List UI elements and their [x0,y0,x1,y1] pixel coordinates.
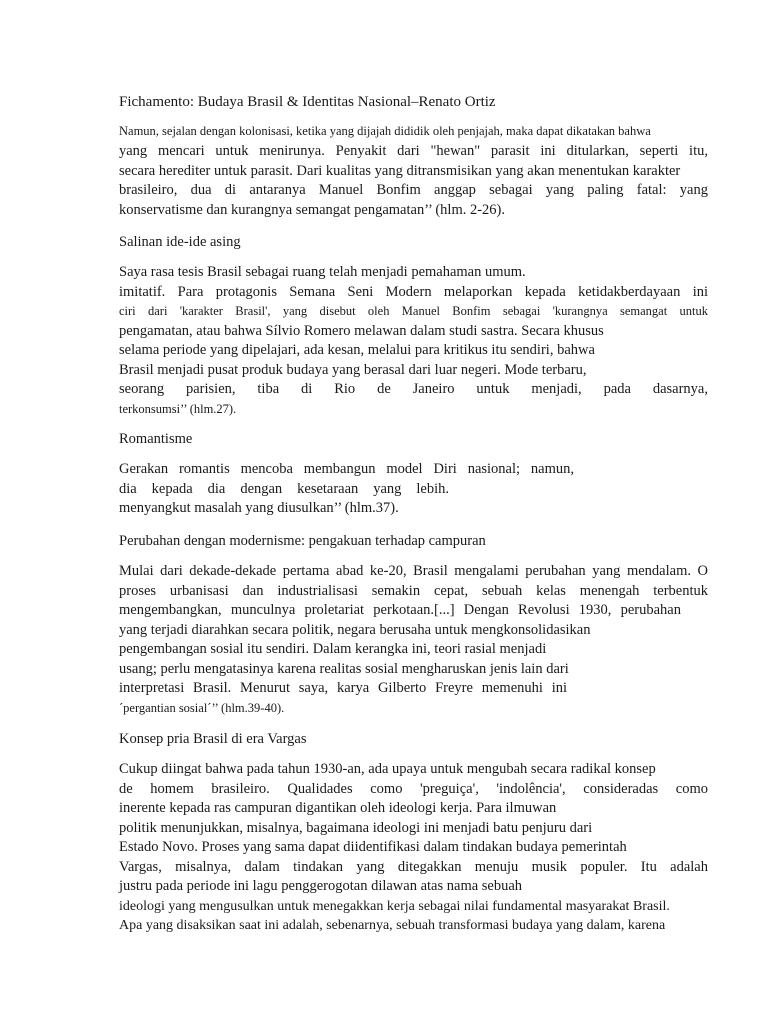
paragraph-line: dia kepada dia dengan kesetaraan yang lebih. [119,480,449,497]
paragraph-line: Apa yang disaksikan saat ini adalah, sebenarnya, sebuah transformasi budaya yang dalam, karena [119,918,666,933]
intro-paragraph [119,122,708,220]
section-paragraph [119,562,708,718]
paragraph-line: brasileiro, dua di antaranya Manuel Bonfim anggap sebagai yang paling fatal: yang [119,182,708,198]
paragraph-line: mengembangkan, munculnya proletariat perkotaan.[...] Dengan Revolusi 1930, perubahan [119,602,681,618]
paragraph-line: justru pada periode ini lagu penggerogotan dilawan atas nama sebuah [119,878,523,894]
section-heading: Romantisme [119,431,193,447]
paragraph-line: pengembangan sosial itu sendiri. Dalam kerangka ini, teori rasial menjadi [119,641,547,657]
paragraph-line: usang; perlu mengatasinya karena realitas sosial mengharuskan jenis lain dari [119,660,569,677]
section-heading: Salinan ide-ide asing [119,234,241,250]
paragraph-line: konservatisme dan kurangnya semangat pengamatan’’ (hlm. 2-26). [119,201,505,218]
paragraph-line: terkonsumsi’’ (hlm.27). [119,401,237,416]
section-paragraph [119,460,574,519]
paragraph-line: Namun, sejalan dengan kolonisasi, ketika yang dijajah dididik oleh penjajah, maka dapat dikatakan bahwa [119,124,651,138]
paragraph-line: selama periode yang dipelajari, ada kesan, melalui para kritikus itu sendiri, bahwa [119,342,595,358]
paragraph-line: politik menunjukkan, misalnya, bagaimana ideologi ini menjadi batu penjuru dari [119,819,593,836]
paragraph-line: inerente kepada ras campuran digantikan oleh ideologi kerja. Para ilmuwan [119,800,557,816]
paragraph-line: Vargas, misalnya, dalam tindakan yang ditegakkan menuju musik populer. Itu adalah [119,858,708,875]
paragraph-line: menyangkut masalah yang diusulkan’’ (hlm.37). [119,500,399,516]
section-paragraph [119,263,708,419]
paragraph-line: pengamatan, atau bahwa Sílvio Romero melawan dalam studi sastra. Secara khusus [119,322,604,339]
section-heading: Perubahan dengan modernisme: pengakuan terhadap campuran [119,533,486,549]
paragraph-line: Estado Novo. Proses yang sama dapat diidentifikasi dalam tindakan budaya pemerintah [119,839,627,855]
paragraph-line: Brasil menjadi pusat produk budaya yang berasal dari luar negeri. Mode terbaru, [119,361,587,378]
paragraph-line: proses urbanisasi dan industrialisasi semakin cepat, sebuah kelas menengah terbentuk [119,582,708,599]
paragraph-line: secara herediter untuk parasit. Dari kualitas yang ditransmisikan yang akan menentukan karakter [119,162,681,179]
paragraph-line: yang terjadi diarahkan secara politik, negara berusaha untuk mengkonsolidasikan [119,621,591,638]
document-title: Fichamento: Budaya Brasil & Identitas Nasional–Renato Ortiz [119,94,496,110]
paragraph-line: Mulai dari dekade-dekade pertama abad ke-20, Brasil mengalami perubahan yang mendalam. O [119,563,708,579]
paragraph-line: seorang parisien, tiba di Rio de Janeiro untuk menjadi, pada dasarnya, [119,381,708,397]
paragraph-line: Gerakan romantis mencoba membangun model Diri nasional; namun, [119,461,574,477]
paragraph-line: ´pergantian sosial´’’ (hlm.39-40). [119,700,285,715]
paragraph-line: ideologi yang mengusulkan untuk menegakkan kerja sebagai nilai fundamental masyarakat Brasil. [119,898,670,914]
section-heading: Konsep pria Brasil di era Vargas [119,731,307,747]
paragraph-line: interpretasi Brasil. Menurut saya, karya Gilberto Freyre memenuhi ini [119,680,567,696]
paragraph-line: Cukup diingat bahwa pada tahun 1930-an, ada upaya untuk mengubah secara radikal konsep [119,761,656,777]
paragraph-line: Saya rasa tesis Brasil sebagai ruang telah menjadi pemahaman umum. [119,264,526,280]
paragraph-line: imitatif. Para protagonis Semana Seni Modern melaporkan kepada ketidakberdayaan ini [119,283,708,300]
paragraph-line: ciri dari 'karakter Brasil', yang disebut oleh Manuel Bonfim sebagai 'kurangnya semangat untuk [119,304,708,318]
paragraph-line: de homem brasileiro. Qualidades como 'preguiça', 'indolência', consideradas como [119,780,708,797]
paragraph-line: yang mencari untuk menirunya. Penyakit dari "hewan" parasit ini ditularkan, seperti itu, [119,143,708,159]
section-paragraph [119,760,708,936]
